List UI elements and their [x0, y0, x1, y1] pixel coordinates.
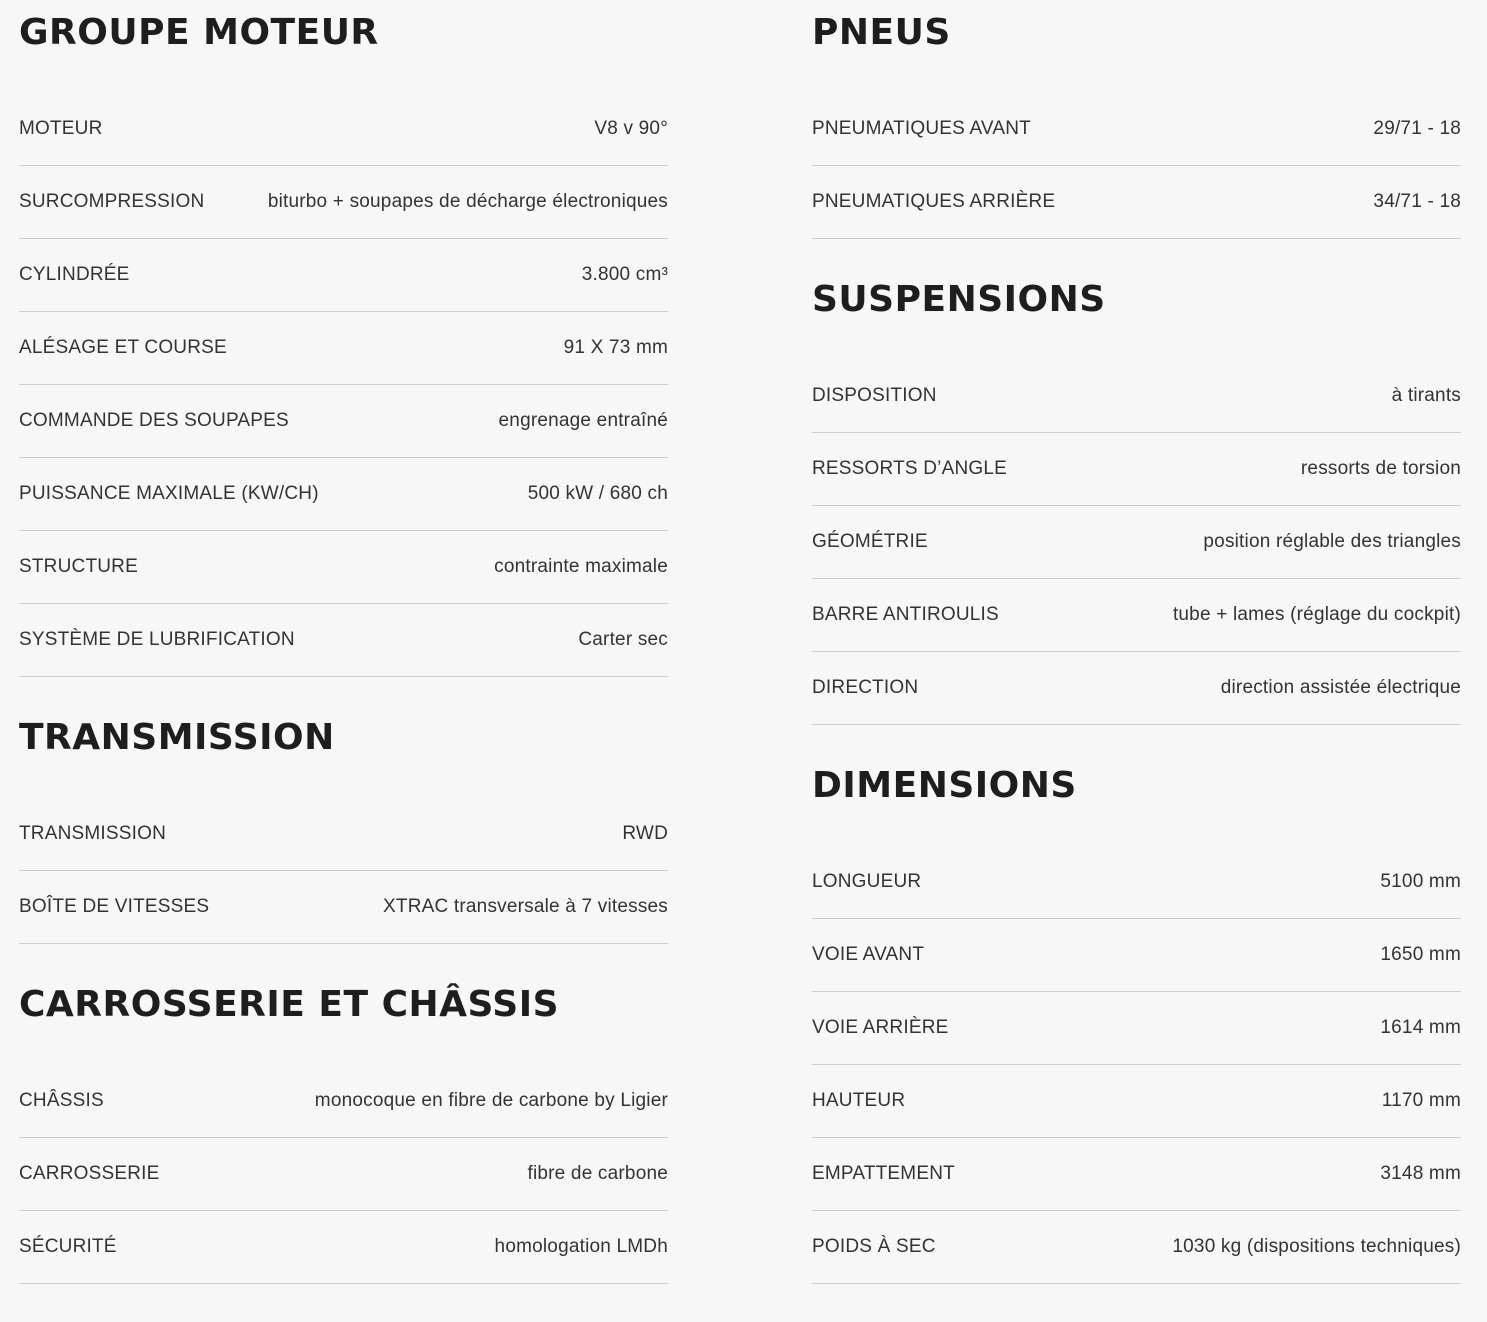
spec-label: CHÂSSIS [19, 1090, 104, 1111]
spec-value: 34/71 - 18 [1373, 191, 1461, 212]
spec-row [19, 385, 668, 458]
spec-value: 91 X 73 mm [563, 337, 668, 358]
spec-row [19, 1065, 668, 1138]
spec-label: SÉCURITÉ [19, 1236, 117, 1257]
spec-label: ALÉSAGE ET COURSE [19, 337, 227, 358]
spec-value: position réglable des triangles [1203, 531, 1461, 552]
left-column [19, 0, 668, 1312]
spec-label: VOIE AVANT [812, 944, 925, 965]
section-title: SUSPENSIONS [812, 279, 1106, 320]
spec-label: STRUCTURE [19, 556, 138, 577]
section-title: TRANSMISSION [19, 717, 335, 758]
spec-label: TRANSMISSION [19, 823, 167, 844]
spec-value: 1170 mm [1381, 1090, 1461, 1111]
spec-label: DIRECTION [812, 677, 919, 698]
spec-value: 29/71 - 18 [1373, 118, 1461, 139]
right-column [812, 0, 1461, 1312]
section-transmission [19, 705, 668, 944]
spec-label: RESSORTS D’ANGLE [812, 458, 1008, 479]
spec-row [19, 1138, 668, 1211]
spec-row [812, 846, 1461, 919]
spec-label: PUISSANCE MAXIMALE (KW/CH) [19, 483, 319, 504]
spec-value: Carter sec [578, 629, 668, 650]
spec-value: à tirants [1391, 385, 1461, 406]
spec-row [19, 93, 668, 166]
spec-value: direction assistée électrique [1220, 677, 1461, 698]
spec-row [812, 93, 1461, 166]
spec-value: contrainte maximale [494, 556, 668, 577]
spec-value: 1030 kg (dispositions techniques) [1172, 1236, 1461, 1257]
section-pneus [812, 0, 1461, 239]
spec-value: monocoque en fibre de carbone by Ligier [314, 1090, 668, 1111]
spec-row [812, 1211, 1461, 1284]
spec-label: HAUTEUR [812, 1090, 906, 1111]
spec-value: ressorts de torsion [1300, 458, 1461, 479]
spec-label: POIDS À SEC [812, 1236, 936, 1257]
spec-value: engrenage entraîné [498, 410, 668, 431]
spec-value: 1650 mm [1380, 944, 1461, 965]
spec-label: MOTEUR [19, 118, 103, 139]
spec-row [812, 579, 1461, 652]
section-title: CARROSSERIE ET CHÂSSIS [19, 984, 560, 1025]
spec-row [812, 360, 1461, 433]
spec-value: biturbo + soupapes de décharge électroniques [267, 191, 668, 212]
section-suspensions [812, 267, 1461, 725]
spec-row [812, 506, 1461, 579]
spec-label: GÉOMÉTRIE [812, 531, 928, 552]
spec-value: RWD [622, 823, 668, 844]
spec-label: CYLINDRÉE [19, 264, 130, 285]
spec-label: SURCOMPRESSION [19, 191, 205, 212]
spec-list [812, 846, 1461, 1284]
section-carrosserie-chassis [19, 972, 668, 1284]
spec-value: XTRAC transversale à 7 vitesses [383, 896, 668, 917]
spec-row [812, 919, 1461, 992]
spec-label: PNEUMATIQUES ARRIÈRE [812, 191, 1056, 212]
spec-label: LONGUEUR [812, 871, 922, 892]
spec-value: 5100 mm [1380, 871, 1461, 892]
spec-value: tube + lames (réglage du cockpit) [1172, 604, 1461, 625]
spec-list [812, 360, 1461, 725]
section-title: GROUPE MOTEUR [19, 12, 379, 53]
spec-row [812, 992, 1461, 1065]
spec-row [19, 1211, 668, 1284]
spec-label: DISPOSITION [812, 385, 937, 406]
spec-row [19, 166, 668, 239]
spec-value: fibre de carbone [527, 1163, 668, 1184]
spec-label: BARRE ANTIROULIS [812, 604, 999, 625]
section-dimensions [812, 753, 1461, 1284]
spec-value: 3.800 cm³ [581, 264, 668, 285]
spec-list [19, 1065, 668, 1284]
spec-value: V8 v 90° [594, 118, 668, 139]
spec-row [19, 604, 668, 677]
spec-label: BOÎTE DE VITESSES [19, 896, 210, 917]
spec-row [19, 312, 668, 385]
spec-row [812, 1065, 1461, 1138]
spec-row [812, 166, 1461, 239]
spec-value: 1614 mm [1380, 1017, 1461, 1038]
spec-label: CARROSSERIE [19, 1163, 160, 1184]
spec-row [812, 433, 1461, 506]
section-groupe-moteur [19, 0, 668, 677]
spec-list [19, 93, 668, 677]
spec-row [19, 871, 668, 944]
spec-label: VOIE ARRIÈRE [812, 1017, 949, 1038]
section-title: DIMENSIONS [812, 765, 1077, 806]
section-title: PNEUS [812, 12, 951, 53]
spec-row [19, 798, 668, 871]
spec-label: SYSTÈME DE LUBRIFICATION [19, 629, 295, 650]
spec-value: 500 kW / 680 ch [527, 483, 668, 504]
spec-value: 3148 mm [1380, 1163, 1461, 1184]
spec-row [19, 458, 668, 531]
spec-label: COMMANDE DES SOUPAPES [19, 410, 289, 431]
spec-label: EMPATTEMENT [812, 1163, 955, 1184]
spec-row [812, 652, 1461, 725]
spec-list [812, 93, 1461, 239]
spec-row [19, 531, 668, 604]
spec-row [812, 1138, 1461, 1211]
spec-label: PNEUMATIQUES AVANT [812, 118, 1031, 139]
spec-list [19, 798, 668, 944]
spec-value: homologation LMDh [494, 1236, 668, 1257]
spec-row [19, 239, 668, 312]
